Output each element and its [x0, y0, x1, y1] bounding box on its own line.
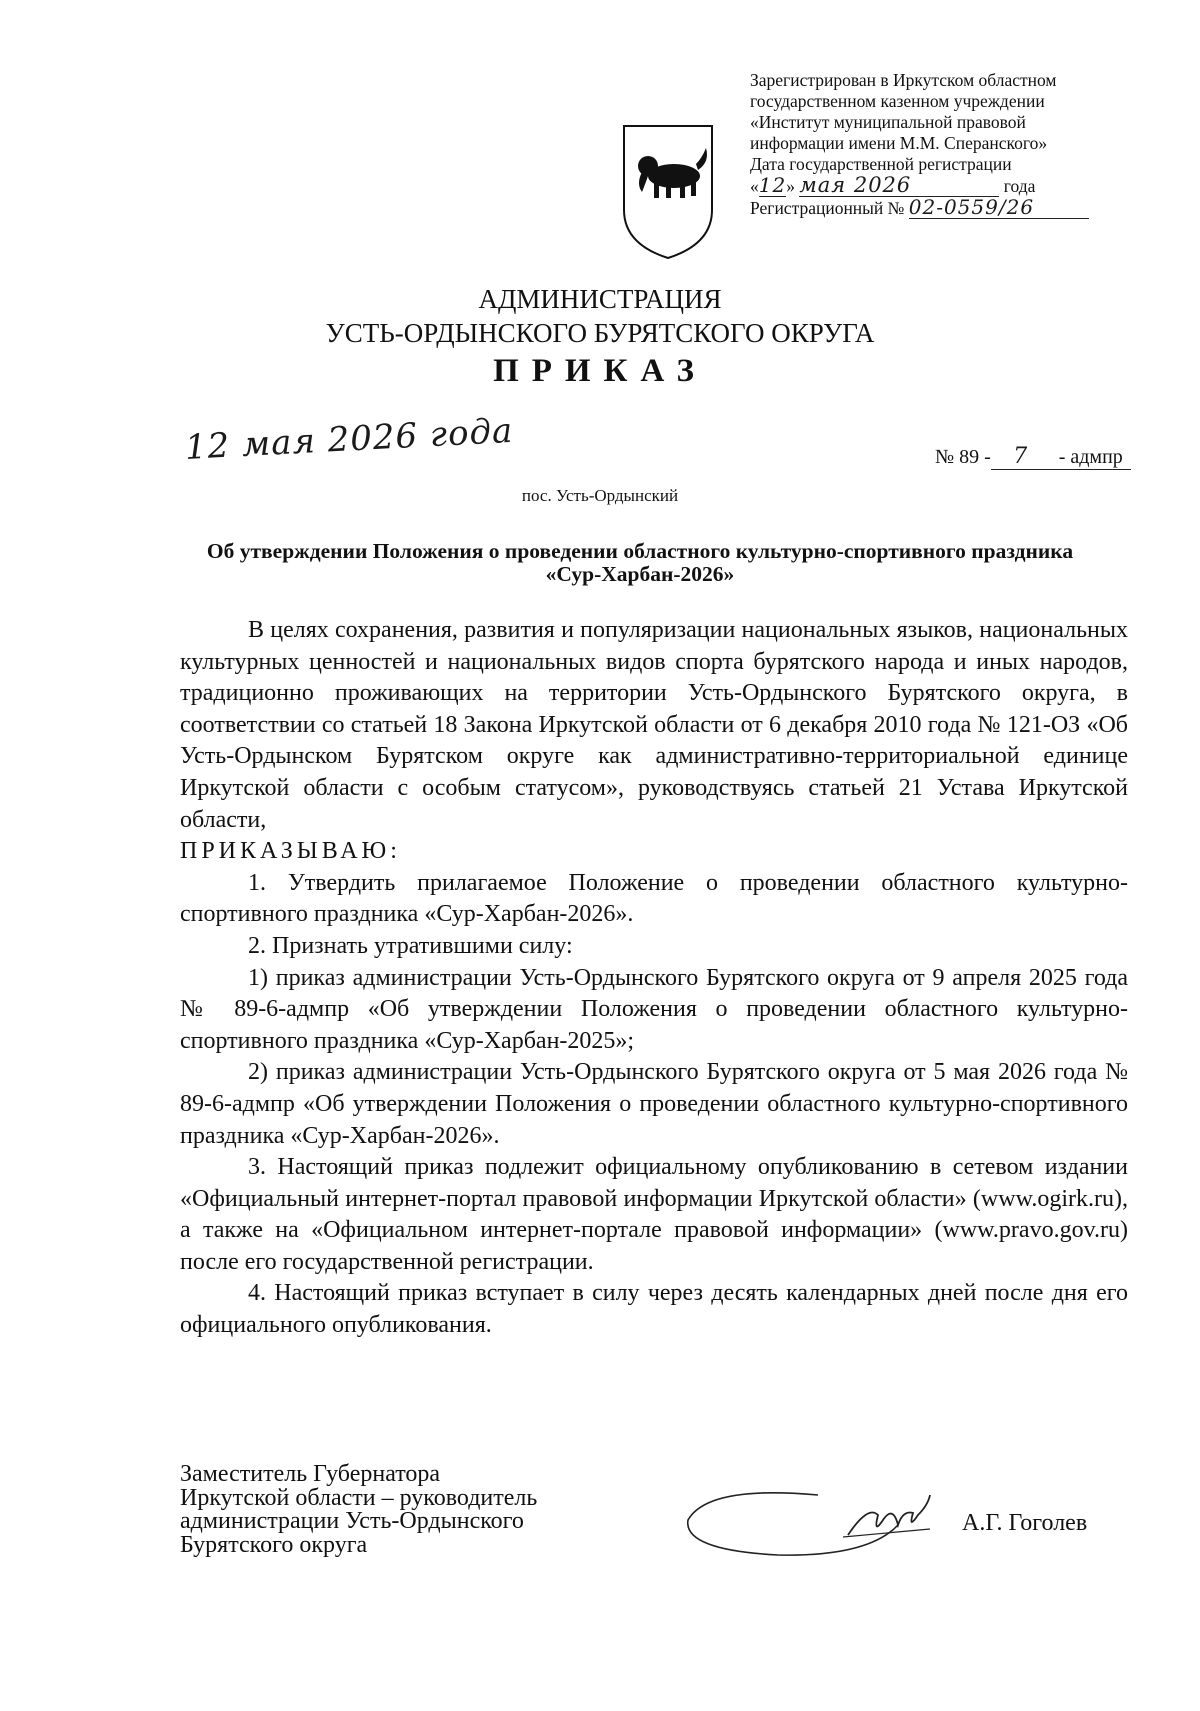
order-subitem: 2) приказ администрации Усть-Ордынского Бурятского округа от 5 мая 2026 года № 89-6-адмпр «Об утверждении Положения о проведении областного культурно-спортивного праздника «Сур-Харбан-2026».: [180, 1059, 1128, 1149]
registration-line: государственном казенном учреждении: [750, 91, 1045, 111]
number-prefix: № 89 -: [935, 446, 991, 468]
order-word: ПРИКАЗЫВАЮ:: [180, 838, 401, 865]
registration-date: [750, 175, 1150, 197]
registration-number: 02-0559/26: [909, 197, 1089, 219]
handwritten-signature: [668, 1475, 968, 1565]
document-title: ПРИКАЗ: [493, 353, 707, 389]
document-subject: Об утверждении Положения о проведении областного культурно-спортивного праздника «Сур-Харбан-2026»: [206, 539, 1074, 586]
date-quote-close: »: [786, 176, 795, 196]
order-subitem: 1) приказ администрации Усть-Ордынского Бурятского округа от 9 апреля 2025 года № 89-6-адмпр «Об утверждении Положения о проведении областного культурно-спортивного праздника «Сур-Харбан-2025»;: [180, 964, 1128, 1054]
document-date: 12 мая 2026 года: [183, 410, 515, 468]
signatory-name: А.Г. Гоголев: [962, 1510, 1088, 1536]
order-item: 1. Утвердить прилагаемое Положение о проведении областного культурно-спортивного праздника «Сур-Харбан-2026».: [180, 869, 1128, 928]
signatory-position: [180, 1463, 537, 1557]
place-of-issue: пос. Усть-Ордынский: [521, 486, 679, 505]
document-body: [180, 615, 1128, 1342]
position-line: Бурятского округа: [180, 1531, 368, 1558]
position-line: Заместитель Губернатора: [180, 1461, 441, 1487]
registration-number-label: Регистрационный №: [750, 198, 905, 218]
registration-line: информации имени М.М. Сперанского»: [750, 133, 1048, 153]
position-line: Иркутской области – руководитель: [180, 1484, 538, 1511]
preamble-paragraph: В целях сохранения, развития и популяризации национальных языков, национальных культурных ценностей и национальных видов спорта бурятского народа и иных народов, традиционно проживающих на территории Усть-Ордынского Бурятского округа, в соответствии со статьей 18 Закона Иркутской области от 6 декабря 2010 года № 121-ОЗ «Об Усть-Ордынском Бурятском округе как административно-территориальной единице Иркутской области с особым статусом», руководствуясь статьей 21 Устава Иркутской области,: [180, 617, 1128, 833]
registration-month-year: мая 2026: [799, 175, 999, 197]
position-line: администрации Усть-Ордынского: [180, 1508, 524, 1534]
coat-of-arms-icon: [618, 118, 718, 262]
document-number: [935, 444, 1131, 470]
order-item: 3. Настоящий приказ подлежит официальному опубликованию в сетевом издании «Официальный интернет-портал правовой информации Иркутской области» (www.ogirk.ru), а также на «Официальном интернет-портале правовой информации» (www.pravo.gov.ru) после его государственной регистрации.: [180, 1154, 1128, 1275]
organization-name: АДМИНИСТРАЦИЯ: [478, 284, 722, 314]
order-item: 2. Признать утратившими силу:: [248, 932, 573, 959]
registration-stamp: [750, 70, 1150, 219]
number-suffix: - адмпр: [1051, 446, 1131, 470]
number-handwritten: 7: [991, 444, 1051, 470]
registration-line: Дата государственной регистрации: [750, 154, 1012, 174]
organization-name-line2: УСТЬ-ОРДЫНСКОГО БУРЯТСКОГО ОКРУГА: [325, 318, 875, 348]
registration-day: 12: [758, 173, 787, 197]
registration-year-suffix: года: [1003, 176, 1036, 196]
order-item: 4. Настоящий приказ вступает в силу через десять календарных дней после дня его официального опубликования.: [180, 1280, 1128, 1339]
date-quote-open: «: [750, 176, 759, 196]
registration-line: «Институт муниципальной правовой: [750, 112, 1026, 132]
registration-number-line: [750, 197, 1150, 219]
registration-line: Зарегистрирован в Иркутском областном: [750, 70, 1057, 90]
